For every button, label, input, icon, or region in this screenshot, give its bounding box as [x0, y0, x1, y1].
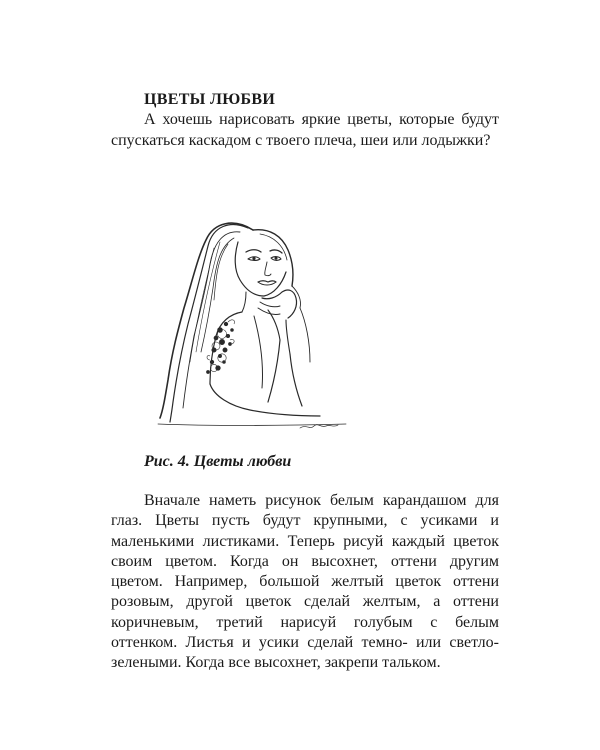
woman-sketch-icon — [150, 212, 355, 437]
woman-sketch-illustration — [150, 212, 355, 437]
figure-caption: Рис. 4. Цветы любви — [144, 453, 292, 470]
body-paragraph: Вначале наметь рисунок белым карандашом для глаз. Цветы пусть будут крупными, с усиками и маленькими листиками. Теперь рисуй каждый цветок своим цветом. Когда он высохнет, оттени другим цветом. Например, большой желтый цветок оттени розовым, другой цветок сделай желтым, а оттени коричневым, третий нарисуй голубым с белым оттенком. Листья и усики сделай темно- или светло-зелеными. Когда все высохнет, закрепи тальком. — [111, 492, 499, 672]
section-title: ЦВЕТЫ ЛЮБВИ — [144, 91, 276, 108]
intro-paragraph: А хочешь нарисовать яркие цветы, которые будут спускаться каскадом с твоего плеча, шеи или лодыжки? — [111, 111, 499, 149]
